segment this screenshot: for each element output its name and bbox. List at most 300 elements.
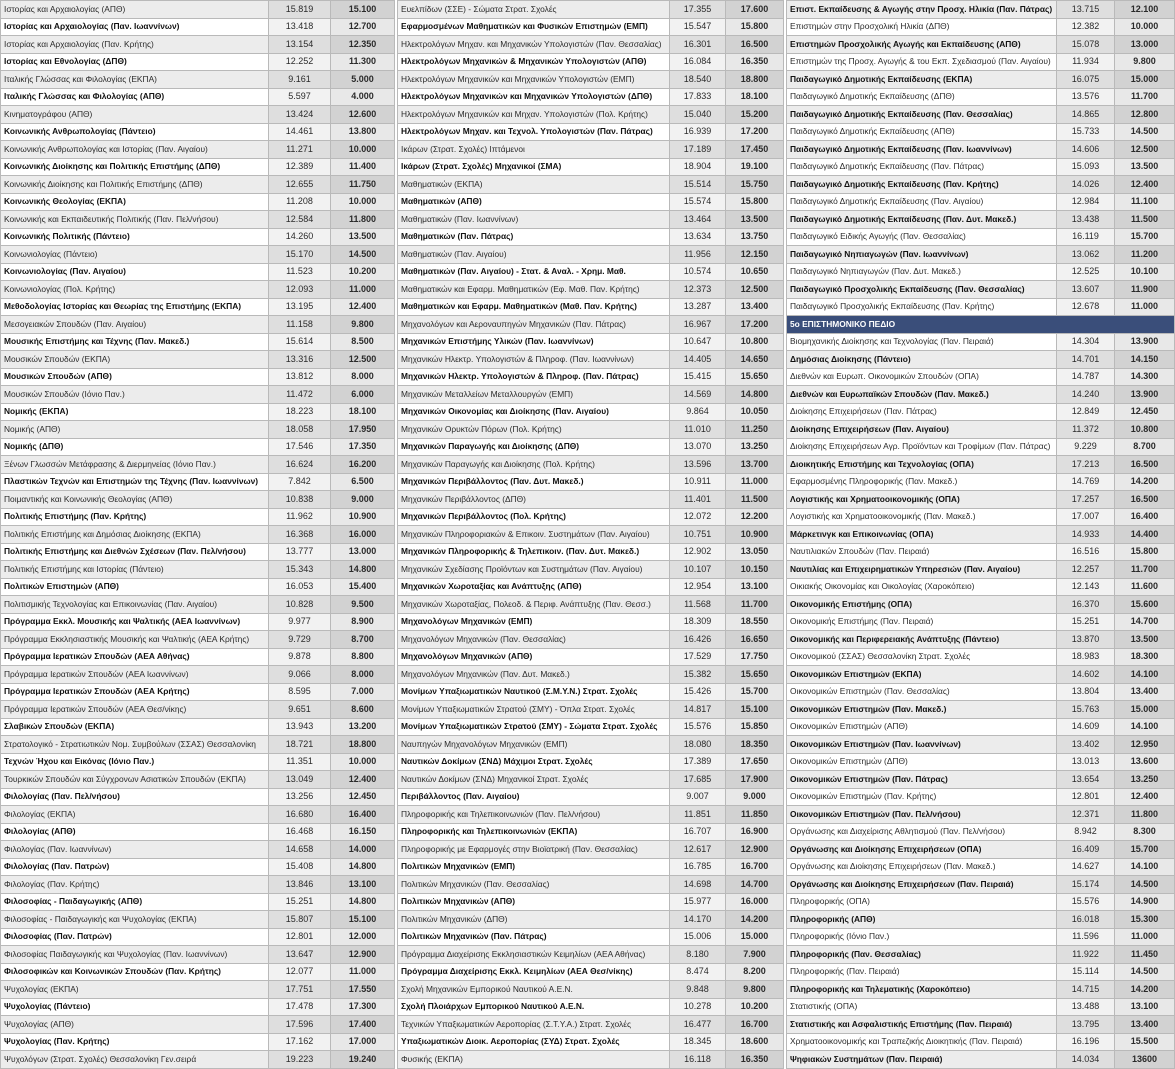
current-year-score: 15.650 <box>726 666 784 684</box>
table-row <box>787 578 1175 596</box>
current-year-score: 18.600 <box>726 1033 784 1051</box>
department-name: Πρόγραμμα Ιερατικών Σπουδών (ΑΕΑ Θεσ/νίκης) <box>1 701 269 719</box>
previous-year-score: 13.943 <box>269 718 331 736</box>
department-name: Ναυτικών Δοκίμων (ΣΝΔ) Μάχιμοι Στρατ. Σχολές <box>398 753 670 771</box>
department-name: Μαθηματικών και Εφαρμ. Μαθηματικών (Μαθ. Παν. Κρήτης) <box>398 298 670 316</box>
department-name: Παιδαγωγικό Προσχολικής Εκπαίδευσης (Παν. Κρήτης) <box>787 298 1057 316</box>
current-year-score: 11.000 <box>726 473 784 491</box>
previous-year-score: 10.574 <box>670 263 726 281</box>
current-year-score: 11.800 <box>1115 806 1175 824</box>
department-name: Παιδαγωγικό Δημοτικής Εκπαίδευσης (Παν. Πάτρας) <box>787 158 1057 176</box>
table-row <box>787 1 1175 19</box>
table-row <box>398 561 784 579</box>
table-row <box>398 106 784 124</box>
previous-year-score: 14.627 <box>1057 858 1115 876</box>
previous-year-score: 12.984 <box>1057 193 1115 211</box>
department-name: Οικιακής Οικονομίας και Οικολογίας (Χαροκόπειο) <box>787 578 1057 596</box>
table-row <box>398 1051 784 1069</box>
current-year-score: 13.250 <box>726 438 784 456</box>
current-year-score: 13.400 <box>1115 683 1175 701</box>
current-year-score: 17.450 <box>726 141 784 159</box>
department-name: Μηχανολόγων Μηχανικών (ΕΜΠ) <box>398 613 670 631</box>
table-row <box>1 36 395 54</box>
department-name: Διοικητικής Επιστήμης και Τεχνολογίας (ΟΠΑ) <box>787 456 1057 474</box>
table-row <box>398 631 784 649</box>
previous-year-score: 13.596 <box>670 456 726 474</box>
table-row <box>1 701 395 719</box>
department-name: Φιλοσοφίας - Παιδαγωγικής (ΑΠΘ) <box>1 893 269 911</box>
current-year-score: 4.000 <box>331 88 395 106</box>
department-name: Ψυχολογίας (Παν. Κρήτης) <box>1 1033 269 1051</box>
table-row <box>398 648 784 666</box>
department-name: Οργάνωσης και Διαχείρισης Αθλητισμού (Παν. Πελ/νήσου) <box>787 823 1057 841</box>
department-name: Λογιστικής και Χρηματοοικονομικής (Παν. Μακεδ.) <box>787 508 1057 526</box>
department-name: Μηχανικών Σχεδίασης Προϊόντων και Συστημάτων (Παν. Αιγαίου) <box>398 561 670 579</box>
previous-year-score: 12.525 <box>1057 263 1115 281</box>
current-year-score: 16.400 <box>331 806 395 824</box>
previous-year-score: 13.488 <box>1057 998 1115 1016</box>
previous-year-score: 14.569 <box>670 386 726 404</box>
table-row <box>787 701 1175 719</box>
table-row <box>1 561 395 579</box>
current-year-score: 11.000 <box>1115 298 1175 316</box>
department-name: Ιταλικής Γλώσσας και Φιλολογίας (ΑΠΘ) <box>1 88 269 106</box>
department-name: Οικονομικής Επιστήμης (Παν. Πειραιά) <box>787 613 1057 631</box>
department-name: Μηχανικών Χωροταξίας και Ανάπτυξης (ΑΠΘ) <box>398 578 670 596</box>
department-name: Κοινωνιολογίας (Πάντειο) <box>1 246 269 264</box>
results-column-3 <box>786 0 1175 1064</box>
previous-year-score: 13.424 <box>269 106 331 124</box>
previous-year-score: 14.787 <box>1057 368 1115 386</box>
table-row <box>1 771 395 789</box>
previous-year-score: 16.785 <box>670 858 726 876</box>
previous-year-score: 15.078 <box>1057 36 1115 54</box>
previous-year-score: 14.304 <box>1057 333 1115 351</box>
table-row <box>398 736 784 754</box>
department-name: Εφαρμοσμένης Πληροφορικής (Παν. Μακεδ.) <box>787 473 1057 491</box>
current-year-score: 14.800 <box>331 893 395 911</box>
current-year-score: 13.500 <box>1115 631 1175 649</box>
current-year-score: 14.500 <box>331 246 395 264</box>
previous-year-score: 8.595 <box>269 683 331 701</box>
current-year-score: 14.400 <box>1115 526 1175 544</box>
table-row <box>398 963 784 981</box>
table-row <box>1 456 395 474</box>
previous-year-score: 14.701 <box>1057 351 1115 369</box>
previous-year-score: 12.678 <box>1057 298 1115 316</box>
table-row <box>1 753 395 771</box>
table-row <box>787 561 1175 579</box>
table-row <box>1 788 395 806</box>
current-year-score: 15.300 <box>1115 911 1175 929</box>
current-year-score: 10.100 <box>1115 263 1175 281</box>
table-row <box>398 928 784 946</box>
department-name: Πολιτικής Επιστήμης και Δημόσιας Διοίκησης (ΕΚΠΑ) <box>1 526 269 544</box>
table-row <box>1 333 395 351</box>
current-year-score: 16.150 <box>331 823 395 841</box>
department-name: Οικονομικών Επιστημών (ΑΠΘ) <box>787 718 1057 736</box>
department-name: Ηλεκτρολόγων Μηχανικών και Μηχαν. Υπολογιστών (Πολ. Κρήτης) <box>398 106 670 124</box>
department-name: Μηχανικών Οικονομίας και Διοίκησης (Παν. Αιγαίου) <box>398 403 670 421</box>
table-row <box>398 88 784 106</box>
department-name: Ιστορίας και Αρχαιολογίας (ΑΠΘ) <box>1 1 269 19</box>
department-name: Διεθνών και Ευρωπ. Οικονομικών Σπουδών (ΟΠΑ) <box>787 368 1057 386</box>
previous-year-score: 12.584 <box>269 211 331 229</box>
current-year-score: 17.600 <box>726 1 784 19</box>
previous-year-score: 12.093 <box>269 281 331 299</box>
current-year-score: 14.150 <box>1115 351 1175 369</box>
previous-year-score: 17.007 <box>1057 508 1115 526</box>
current-year-score: 13.800 <box>331 123 395 141</box>
current-year-score: 12.900 <box>726 841 784 859</box>
department-name: Πρόγραμμα Διαχείρισης Εκκλ. Κειμηλίων (ΑΕΑ Θεσ/νίκης) <box>398 963 670 981</box>
previous-year-score: 19.223 <box>269 1051 331 1069</box>
current-year-score: 11.000 <box>331 281 395 299</box>
previous-year-score: 11.956 <box>670 246 726 264</box>
department-name: Διοίκησης Επιχειρήσεων Αγρ. Προϊόντων και Τροφίμων (Παν. Πάτρας) <box>787 438 1057 456</box>
department-name: Κοινωνιολογίας (Πολ. Κρήτης) <box>1 281 269 299</box>
previous-year-score: 12.143 <box>1057 578 1115 596</box>
department-name: Πληροφορικής (Ιόνιο Παν.) <box>787 928 1057 946</box>
table-row <box>398 841 784 859</box>
previous-year-score: 14.658 <box>269 841 331 859</box>
previous-year-score: 15.415 <box>670 368 726 386</box>
department-name: Μηχανικών Περιβάλλοντος (Πολ. Κρήτης) <box>398 508 670 526</box>
table-row <box>1 211 395 229</box>
department-name: Κοινωνικής Πολιτικής (Πάντειο) <box>1 228 269 246</box>
table-row <box>398 526 784 544</box>
department-name: Παιδαγωγικό Νηπιαγωγών (Παν. Δυτ. Μακεδ.) <box>787 263 1057 281</box>
previous-year-score: 18.540 <box>670 71 726 89</box>
previous-year-score: 12.801 <box>1057 788 1115 806</box>
department-name: Κοινωνιολογίας (Παν. Αιγαίου) <box>1 263 269 281</box>
current-year-score: 15.700 <box>1115 228 1175 246</box>
department-name: Ναυτιλιακών Σπουδών (Παν. Πειραιά) <box>787 543 1057 561</box>
table-row <box>1 491 395 509</box>
previous-year-score: 18.058 <box>269 421 331 439</box>
table-row <box>787 333 1175 351</box>
current-year-score: 13.200 <box>331 718 395 736</box>
current-year-score: 14.100 <box>1115 666 1175 684</box>
previous-year-score: 12.849 <box>1057 403 1115 421</box>
previous-year-score: 15.807 <box>269 911 331 929</box>
current-year-score: 12.450 <box>331 788 395 806</box>
current-year-score: 8.600 <box>331 701 395 719</box>
current-year-score: 10.200 <box>331 263 395 281</box>
previous-year-score: 16.468 <box>269 823 331 841</box>
table-row <box>1 1051 395 1069</box>
table-row <box>787 911 1175 929</box>
department-name: Πολιτικών Επιστημών (ΑΠΘ) <box>1 578 269 596</box>
table-row <box>787 1016 1175 1034</box>
department-name: Τεχνικών Υπαξιωματικών Αεροπορίας (Σ.Τ.Υ.Α.) Στρατ. Σχολές <box>398 1016 670 1034</box>
current-year-score: 12.400 <box>1115 788 1175 806</box>
previous-year-score: 9.066 <box>269 666 331 684</box>
department-name: Σχολή Πλοιάρχων Εμπορικού Ναυτικού Α.Ε.Ν. <box>398 998 670 1016</box>
current-year-score: 9.800 <box>331 316 395 334</box>
current-year-score: 8.800 <box>331 648 395 666</box>
results-column-1 <box>0 0 395 1064</box>
department-name: Ηλεκτρολόγων Μηχαν. και Τεχνολ. Υπολογιστών (Παν. Πάτρας) <box>398 123 670 141</box>
department-name: Φιλοσοφίας - Παιδαγωγικής και Ψυχολογίας (ΕΚΠΑ) <box>1 911 269 929</box>
table-row <box>787 228 1175 246</box>
current-year-score: 18.100 <box>331 403 395 421</box>
current-year-score: 12.400 <box>1115 176 1175 194</box>
current-year-score: 17.650 <box>726 753 784 771</box>
table-row <box>398 456 784 474</box>
current-year-score: 14.200 <box>1115 981 1175 999</box>
department-name: Παιδαγωγικό Προσχολικής Εκπαίδευσης (Παν. Θεσσαλίας) <box>787 281 1057 299</box>
table-row <box>787 981 1175 999</box>
previous-year-score: 13.804 <box>1057 683 1115 701</box>
previous-year-score: 11.158 <box>269 316 331 334</box>
current-year-score: 13.100 <box>1115 998 1175 1016</box>
department-name: Φιλολογίας (Παν. Ιωαννίνων) <box>1 841 269 859</box>
previous-year-score: 18.309 <box>670 613 726 631</box>
previous-year-score: 16.301 <box>670 36 726 54</box>
current-year-score: 11.300 <box>331 53 395 71</box>
current-year-score: 15.000 <box>1115 701 1175 719</box>
table-row <box>787 666 1175 684</box>
previous-year-score: 16.118 <box>670 1051 726 1069</box>
department-name: Μηχανικών Πληροφορικής & Τηλεπικοιν. (Παν. Δυτ. Μακεδ.) <box>398 543 670 561</box>
table-row <box>1 263 395 281</box>
department-name: Δημόσιας Διοίκησης (Πάντειο) <box>787 351 1057 369</box>
department-name: Πρόγραμμα Ιερατικών Σπουδών (ΑΕΑ Κρήτης) <box>1 683 269 701</box>
current-year-score: 11.000 <box>1115 928 1175 946</box>
table-row <box>787 683 1175 701</box>
current-year-score: 8.300 <box>1115 823 1175 841</box>
previous-year-score: 17.389 <box>670 753 726 771</box>
current-year-score: 12.000 <box>331 928 395 946</box>
current-year-score: 12.200 <box>726 508 784 526</box>
department-name: Τουρκικών Σπουδών και Σύγχρονων Ασιατικών Σπουδών (ΕΚΠΑ) <box>1 771 269 789</box>
previous-year-score: 11.372 <box>1057 421 1115 439</box>
table-row <box>1 106 395 124</box>
current-year-score: 16.500 <box>1115 491 1175 509</box>
table-row <box>398 666 784 684</box>
department-name: Μηχανικών Μεταλλείων Μεταλλουργών (ΕΜΠ) <box>398 386 670 404</box>
current-year-score: 16.000 <box>726 893 784 911</box>
department-name: Ικάρων (Στρατ. Σχολές) Μηχανικοί (ΣΜΑ) <box>398 158 670 176</box>
results-table-2 <box>397 0 784 1069</box>
table-row <box>398 788 784 806</box>
previous-year-score: 17.529 <box>670 648 726 666</box>
department-name: Πολιτικής Επιστήμης (Παν. Κρήτης) <box>1 508 269 526</box>
previous-year-score: 17.162 <box>269 1033 331 1051</box>
current-year-score: 13.750 <box>726 228 784 246</box>
current-year-score: 10.050 <box>726 403 784 421</box>
current-year-score: 9.800 <box>1115 53 1175 71</box>
department-name: Μονίμων Υπαξιωματικών Ναυτικού (Σ.Μ.Υ.Ν.) Στρατ. Σχολές <box>398 683 670 701</box>
department-name: Μαθηματικών (ΕΚΠΑ) <box>398 176 670 194</box>
previous-year-score: 15.763 <box>1057 701 1115 719</box>
current-year-score: 15.600 <box>1115 596 1175 614</box>
table-row <box>787 876 1175 894</box>
department-name: Μηχανικών Πληροφοριακών & Επικοιν. Συστημάτων (Παν. Αιγαίου) <box>398 526 670 544</box>
current-year-score: 15.100 <box>726 701 784 719</box>
table-row <box>398 438 784 456</box>
department-name: Μονίμων Υπαξιωματικών Στρατού (ΣΜΥ) - Όπλα Στρατ. Σχολές <box>398 701 670 719</box>
department-name: Μάρκετινγκ και Επικοινωνίας (ΟΠΑ) <box>787 526 1057 544</box>
previous-year-score: 13.777 <box>269 543 331 561</box>
previous-year-score: 5.597 <box>269 88 331 106</box>
department-name: Ηλεκτρολόγων Μηχανικών και Μηχανικών Υπολογιστών (ΔΠΘ) <box>398 88 670 106</box>
previous-year-score: 9.729 <box>269 631 331 649</box>
current-year-score: 16.400 <box>1115 508 1175 526</box>
department-name: Διεθνών και Ευρωπαϊκών Σπουδών (Παν. Μακεδ.) <box>787 386 1057 404</box>
table-row <box>1 71 395 89</box>
table-row <box>787 403 1175 421</box>
table-row <box>1 421 395 439</box>
current-year-score: 12.700 <box>331 18 395 36</box>
department-name: Πληροφορικής (ΟΠΑ) <box>787 893 1057 911</box>
department-name: Ψυχολογίας (Πάντειο) <box>1 998 269 1016</box>
table-row <box>1 998 395 1016</box>
department-name: Μηχανολόγων και Αεροναυπηγών Μηχανικών (Παν. Πάτρας) <box>398 316 670 334</box>
table-row <box>787 753 1175 771</box>
current-year-score: 15.650 <box>726 368 784 386</box>
table-row <box>398 823 784 841</box>
previous-year-score: 17.546 <box>269 438 331 456</box>
previous-year-score: 12.257 <box>1057 561 1115 579</box>
current-year-score: 18.350 <box>726 736 784 754</box>
current-year-score: 8.900 <box>331 613 395 631</box>
results-table-3 <box>786 0 1175 1069</box>
department-name: Οργάνωσης και Διοίκησης Επιχειρήσεων (Παν. Πειραιά) <box>787 876 1057 894</box>
current-year-score: 13.100 <box>331 876 395 894</box>
current-year-score: 11.450 <box>1115 946 1175 964</box>
previous-year-score: 16.370 <box>1057 596 1115 614</box>
previous-year-score: 15.576 <box>670 718 726 736</box>
department-name: Οικονομικού (ΣΣΑΣ) Θεσσαλονίκη Στρατ. Σχολές <box>787 648 1057 666</box>
current-year-score: 12.500 <box>1115 141 1175 159</box>
table-row <box>787 53 1175 71</box>
current-year-score: 14.200 <box>1115 473 1175 491</box>
table-row <box>787 946 1175 964</box>
table-row <box>398 333 784 351</box>
previous-year-score: 11.351 <box>269 753 331 771</box>
department-name: Μαθηματικών (Παν. Πάτρας) <box>398 228 670 246</box>
current-year-score: 8.500 <box>331 333 395 351</box>
table-row <box>1 386 395 404</box>
department-name: Πολιτικών Μηχανικών (Παν. Πάτρας) <box>398 928 670 946</box>
current-year-score: 12.450 <box>1115 403 1175 421</box>
previous-year-score: 13.607 <box>1057 281 1115 299</box>
previous-year-score: 9.848 <box>670 981 726 999</box>
department-name: Μηχανικών Ηλεκτρ. Υπολογιστών & Πληροφ. (Παν. Πάτρας) <box>398 368 670 386</box>
current-year-score: 15.000 <box>726 928 784 946</box>
department-name: Σλαβικών Σπουδών (ΕΚΠΑ) <box>1 718 269 736</box>
previous-year-score: 17.213 <box>1057 456 1115 474</box>
previous-year-score: 14.170 <box>670 911 726 929</box>
department-name: Περιβάλλοντος (Παν. Αιγαίου) <box>398 788 670 806</box>
table-row <box>787 141 1175 159</box>
department-name: Φιλοσοφίας (Παν. Πατρών) <box>1 928 269 946</box>
department-name: Φιλολογίας (ΑΠΘ) <box>1 823 269 841</box>
table-row <box>398 403 784 421</box>
table-row <box>1 88 395 106</box>
table-row <box>787 543 1175 561</box>
current-year-score: 17.000 <box>331 1033 395 1051</box>
table-row <box>787 368 1175 386</box>
current-year-score: 8.700 <box>331 631 395 649</box>
current-year-score: 15.800 <box>1115 543 1175 561</box>
previous-year-score: 11.596 <box>1057 928 1115 946</box>
previous-year-score: 16.516 <box>1057 543 1115 561</box>
previous-year-score: 15.114 <box>1057 963 1115 981</box>
current-year-score: 17.200 <box>726 123 784 141</box>
current-year-score: 14.100 <box>1115 858 1175 876</box>
department-name: Χρηματοοικονομικής και Τραπεζικής Διοικητικής (Παν. Πειραιά) <box>787 1033 1057 1051</box>
table-row <box>787 1033 1175 1051</box>
current-year-score: 14.200 <box>726 911 784 929</box>
previous-year-score: 17.751 <box>269 981 331 999</box>
department-name: Οικονομικής Επιστήμης (ΟΠΑ) <box>787 596 1057 614</box>
previous-year-score: 12.902 <box>670 543 726 561</box>
table-row <box>787 823 1175 841</box>
table-row <box>787 211 1175 229</box>
section-header: 5ο ΕΠΙΣΤΗΜΟΝΙΚΟ ΠΕΔΙΟ <box>787 316 1175 334</box>
table-row <box>398 1016 784 1034</box>
department-name: Εφαρμοσμένων Μαθηματικών και Φυσικών Επιστημών (ΕΜΠ) <box>398 18 670 36</box>
previous-year-score: 16.680 <box>269 806 331 824</box>
table-row <box>398 263 784 281</box>
previous-year-score: 13.576 <box>1057 88 1115 106</box>
current-year-score: 14.800 <box>331 858 395 876</box>
department-name: Μηχανικών Περιβάλλοντος (ΔΠΘ) <box>398 491 670 509</box>
previous-year-score: 18.345 <box>670 1033 726 1051</box>
current-year-score: 17.950 <box>331 421 395 439</box>
current-year-score: 10.200 <box>726 998 784 1016</box>
department-name: Πολιτικής Επιστήμης και Ιστορίας (Πάντειο) <box>1 561 269 579</box>
department-name: Πρόγραμμα Ιερατικών Σπουδών (ΑΕΑ Αθήνας) <box>1 648 269 666</box>
table-row <box>398 613 784 631</box>
department-name: Πολιτικών Μηχανικών (ΔΠΘ) <box>398 911 670 929</box>
table-row <box>1 351 395 369</box>
previous-year-score: 10.751 <box>670 526 726 544</box>
current-year-score: 15.850 <box>726 718 784 736</box>
table-row <box>398 473 784 491</box>
previous-year-score: 15.343 <box>269 561 331 579</box>
previous-year-score: 13.195 <box>269 298 331 316</box>
previous-year-score: 15.040 <box>670 106 726 124</box>
table-row <box>398 876 784 894</box>
department-name: Βιομηχανικής Διοίκησης και Τεχνολογίας (Παν. Πειραιά) <box>787 333 1057 351</box>
department-name: Ηλεκτρολόγων Μηχανικών & Μηχανικών Υπολογιστών (ΑΠΘ) <box>398 53 670 71</box>
previous-year-score: 12.077 <box>269 963 331 981</box>
table-row <box>1 841 395 859</box>
previous-year-score: 13.316 <box>269 351 331 369</box>
previous-year-score: 11.962 <box>269 508 331 526</box>
department-name: Οικονομικών Επιστημών (Παν. Μακεδ.) <box>787 701 1057 719</box>
department-name: Επιστημών Προσχολικής Αγωγής και Εκπαίδευσης (ΑΠΘ) <box>787 36 1057 54</box>
department-name: Οργάνωσης και Διοίκησης Επιχειρήσεων (ΟΠΑ) <box>787 841 1057 859</box>
previous-year-score: 13.846 <box>269 876 331 894</box>
previous-year-score: 11.010 <box>670 421 726 439</box>
previous-year-score: 15.174 <box>1057 876 1115 894</box>
table-row <box>787 718 1175 736</box>
previous-year-score: 16.053 <box>269 578 331 596</box>
department-name: Παιδαγωγικό Δημοτικής Εκπαίδευσης (Παν. Ιωαννίνων) <box>787 141 1057 159</box>
current-year-score: 11.600 <box>1115 578 1175 596</box>
department-name: Πληροφορικής και Τηλεπικοινωνιών (ΕΚΠΑ) <box>398 823 670 841</box>
previous-year-score: 18.983 <box>1057 648 1115 666</box>
department-name: Ικάρων (Στρατ. Σχολές) Ιπτάμενοι <box>398 141 670 159</box>
department-name: Μουσικών Σπουδών (ΕΚΠΑ) <box>1 351 269 369</box>
current-year-score: 18.800 <box>331 736 395 754</box>
current-year-score: 11.400 <box>331 158 395 176</box>
